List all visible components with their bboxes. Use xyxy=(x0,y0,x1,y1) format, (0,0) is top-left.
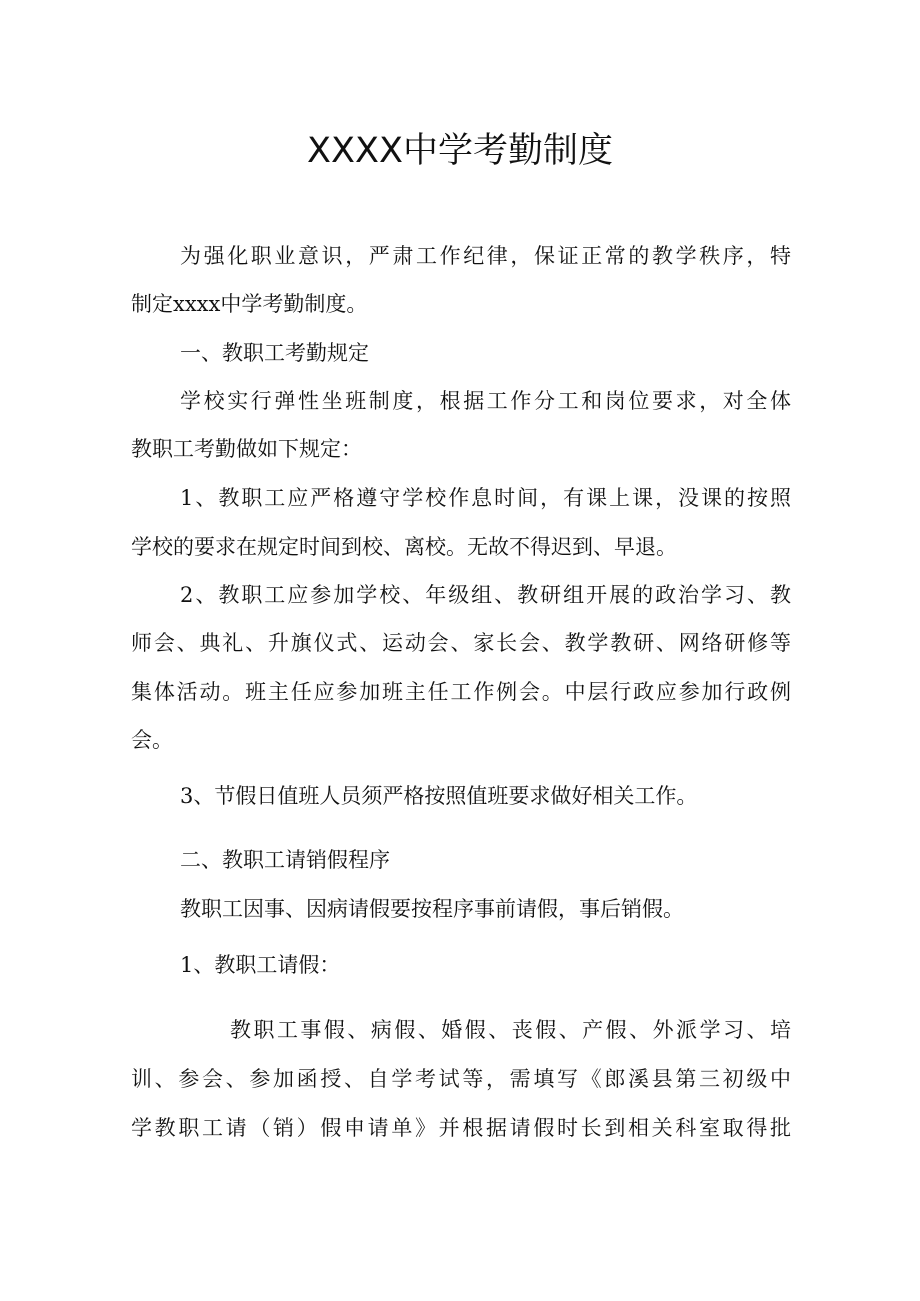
paragraph-line: 3、节假日值班人员须严格按照值班要求做好相关工作。 xyxy=(180,784,698,808)
paragraph-line: 教职工事假、病假、婚假、丧假、产假、外派学习、培 xyxy=(230,1018,791,1042)
paragraph-line: 会。 xyxy=(131,728,173,752)
paragraph-line: 1、教职工应严格遵守学校作息时间，有课上课，没课的按照 xyxy=(180,486,791,510)
subsection-heading: 1、教职工请假： xyxy=(180,953,341,977)
document-title: XXXX中学考勤制度 xyxy=(307,131,613,171)
paragraph-line: 学教职工请（销）假申请单》并根据请假时长到相关科室取得批 xyxy=(131,1116,791,1140)
paragraph-line: 制定xxxx中学考勤制度。 xyxy=(131,292,368,316)
paragraph-line: 师会、典礼、升旗仪式、运动会、家长会、教学教研、网络研修等 xyxy=(131,631,791,655)
section-heading: 二、教职工请销假程序 xyxy=(180,848,390,872)
paragraph-line: 集体活动。班主任应参加班主任工作例会。中层行政应参加行政例 xyxy=(131,680,791,704)
paragraph-line: 学校的要求在规定时间到校、离校。无故不得迟到、早退。 xyxy=(131,535,677,559)
paragraph-line: 教职工因事、因病请假要按程序事前请假，事后销假。 xyxy=(180,897,684,921)
paragraph-line: 为强化职业意识，严肃工作纪律，保证正常的教学秩序，特 xyxy=(180,244,791,268)
paragraph-line: 学校实行弹性坐班制度，根据工作分工和岗位要求，对全体 xyxy=(180,389,791,413)
section-heading: 一、教职工考勤规定 xyxy=(180,341,369,365)
paragraph-line: 2、教职工应参加学校、年级组、教研组开展的政治学习、教 xyxy=(180,583,791,607)
paragraph-line: 教职工考勤做如下规定： xyxy=(131,437,362,461)
paragraph-line: 训、参会、参加函授、自学考试等，需填写《郎溪县第三初级中 xyxy=(131,1067,791,1091)
